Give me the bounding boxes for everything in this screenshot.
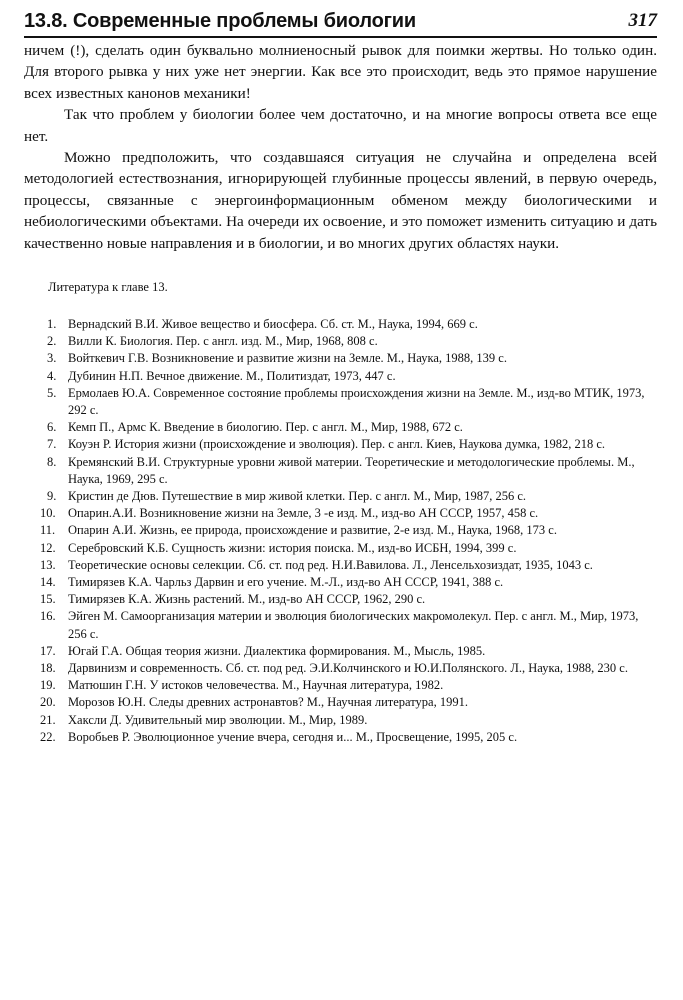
reference-number: 19.: [40, 678, 56, 693]
section-title: 13.8. Современные проблемы биологии: [24, 10, 416, 32]
reference-text: Коуэн Р. История жизни (происхождение и эволюция). Пер. с англ. Киев, Наукова думка, 1982, 218 с.: [68, 437, 606, 452]
reference-number: 9.: [47, 489, 57, 504]
page-header: [24, 10, 657, 36]
reference-item: [24, 522, 657, 539]
reference-text: Морозов Ю.Н. Следы древних астронавтов? М., Научная литература, 1991.: [68, 695, 468, 710]
reference-text: Дарвинизм и современность. Сб. ст. под ред. Э.И.Колчинского и Ю.И.Полянского. Л., Наука, 1988, 230 с.: [68, 661, 628, 676]
reference-number: 5.: [47, 385, 57, 400]
reference-text: Тимирязев К.А. Жизнь растений. М., изд-во АН СССР, 1962, 290 с.: [68, 592, 426, 607]
reference-text: Матюшин Г.Н. У истоков человечества. М., Научная литература, 1982.: [68, 678, 444, 693]
reference-number: 12.: [40, 540, 56, 555]
paragraph: ничем (!), сделать один буквально молниеносный рывок для поимки жертвы. Но только один. Для второго рывка у них уже нет энергии. Как все это происходит, ведь это прямое нарушение всех известных канонов механики!: [24, 42, 657, 102]
reference-text: Ермолаев Ю.А. Современное состояние проблемы происхождения жизни на Земле. М., изд-во МТИК, 1973, 292 с.: [68, 385, 645, 418]
header-rule: [24, 36, 657, 38]
reference-number: 1.: [47, 317, 57, 331]
reference-item: [24, 677, 657, 694]
reference-number: 11.: [40, 523, 56, 538]
reference-item: [24, 712, 657, 729]
reference-text: Хаксли Д. Удивительный мир эволюции. М., Мир, 1989.: [68, 712, 368, 727]
reference-number: 21.: [40, 712, 56, 727]
reference-number: 13.: [40, 557, 56, 572]
reference-item: [24, 454, 657, 488]
reference-text: Войткевич Г.В. Возникновение и развитие жизни на Земле. М., Наука, 1988, 139 с.: [68, 351, 507, 366]
reference-number: 4.: [47, 368, 57, 383]
reference-item: [24, 419, 657, 436]
reference-number: 8.: [47, 454, 57, 469]
reference-item: [24, 350, 657, 367]
reference-item: [24, 574, 657, 591]
reference-item: [24, 540, 657, 557]
reference-number: 6.: [47, 420, 57, 435]
reference-text: Вилли К. Биология. Пер. с англ. изд. М., Мир, 1968, 808 с.: [68, 334, 378, 349]
reference-item: [24, 660, 657, 677]
reference-text: Кемп П., Армс К. Введение в биологию. Пер. с англ. М., Мир, 1988, 672 с.: [68, 420, 463, 435]
reference-number: 2.: [47, 334, 57, 349]
reference-text: Кремянский В.И. Структурные уровни живой материи. Теоретические и методологические проблемы. М., Наука, 1969, 295 с.: [68, 454, 635, 486]
reference-item: [24, 436, 657, 453]
reference-item: [24, 591, 657, 608]
reference-number: 10.: [40, 506, 56, 521]
reference-item: [24, 729, 657, 746]
reference-text: Серебровский К.Б. Сущность жизни: история поиска. М., изд-во ИСБН, 1994, 399 с.: [68, 540, 517, 555]
reference-item: [24, 488, 657, 505]
reference-item: [24, 608, 657, 642]
reference-list: [24, 316, 657, 746]
reference-text: Опарин А.И. Жизнь, ее природа, происхождение и развитие, 2-е изд. М., Наука, 1968, 173 с.: [68, 523, 557, 538]
reference-number: 16.: [40, 609, 56, 624]
reference-text: Эйген М. Самоорганизация материи и эволюция биологических макромолекул. Пер. с англ. М., Мир, 1973, 256 с.: [68, 609, 639, 641]
reference-item: [24, 557, 657, 574]
reference-item: [24, 385, 657, 419]
reference-number: 18.: [40, 661, 56, 676]
reference-item: [24, 643, 657, 660]
paragraph: Так что проблем у биологии более чем достаточно, и на многие вопросы ответа все еще нет.: [24, 106, 657, 145]
reference-number: 17.: [40, 643, 56, 658]
reference-text: Кристин де Дюв. Путешествие в мир живой клетки. Пер. с англ. М., Мир, 1987, 256 с.: [68, 489, 526, 504]
reference-text: Дубинин Н.П. Вечное движение. М., Политиздат, 1973, 447 с.: [68, 368, 396, 383]
reference-text: Югай Г.А. Общая теория жизни. Диалектика формирования. М., Мысль, 1985.: [68, 643, 486, 658]
body-text: [24, 40, 657, 254]
reference-number: 20.: [40, 695, 56, 710]
reference-item: [24, 694, 657, 711]
reference-item: [24, 316, 657, 333]
reference-item: [24, 505, 657, 522]
reference-item: [24, 368, 657, 385]
literature-heading: Литература к главе 13.: [48, 280, 168, 294]
reference-text: Воробьев Р. Эволюционное учение вчера, сегодня и... М., Просвещение, 1995, 205 с.: [68, 729, 518, 744]
reference-number: 22.: [40, 729, 56, 744]
reference-number: 7.: [47, 437, 57, 452]
reference-text: Опарин.А.И. Возникновение жизни на Земле, 3 -е изд. М., изд-во АН СССР, 1957, 458 с.: [68, 506, 539, 521]
reference-item: [24, 333, 657, 350]
page-number: 317: [628, 10, 657, 31]
reference-number: 3.: [47, 351, 57, 366]
reference-text: Теоретические основы селекции. Сб. ст. под ред. Н.И.Вавилова. Л., Ленсельхозиздат, 1935, 1043 с.: [68, 557, 593, 572]
reference-number: 14.: [40, 575, 56, 590]
paragraph: Можно предположить, что создавшаяся ситуация не случайна и определена всей методологией естествознания, игнорирующей глубинные процессы явлений, в первую очередь, процессы, связанные с энергоинформационным обменом между биологическими и небиологическими объектами. На очереди их освоение, и это поможет изменить ситуацию и дать качественно новые направления и в биологии, и во многих других областях науки.: [24, 149, 657, 252]
reference-text: Вернадский В.И. Живое вещество и биосфера. Сб. ст. М., Наука, 1994, 669 с.: [68, 317, 478, 331]
reference-number: 15.: [40, 592, 56, 607]
reference-text: Тимирязев К.А. Чарльз Дарвин и его учение. М.-Л., изд-во АН СССР, 1941, 388 с.: [68, 575, 504, 590]
